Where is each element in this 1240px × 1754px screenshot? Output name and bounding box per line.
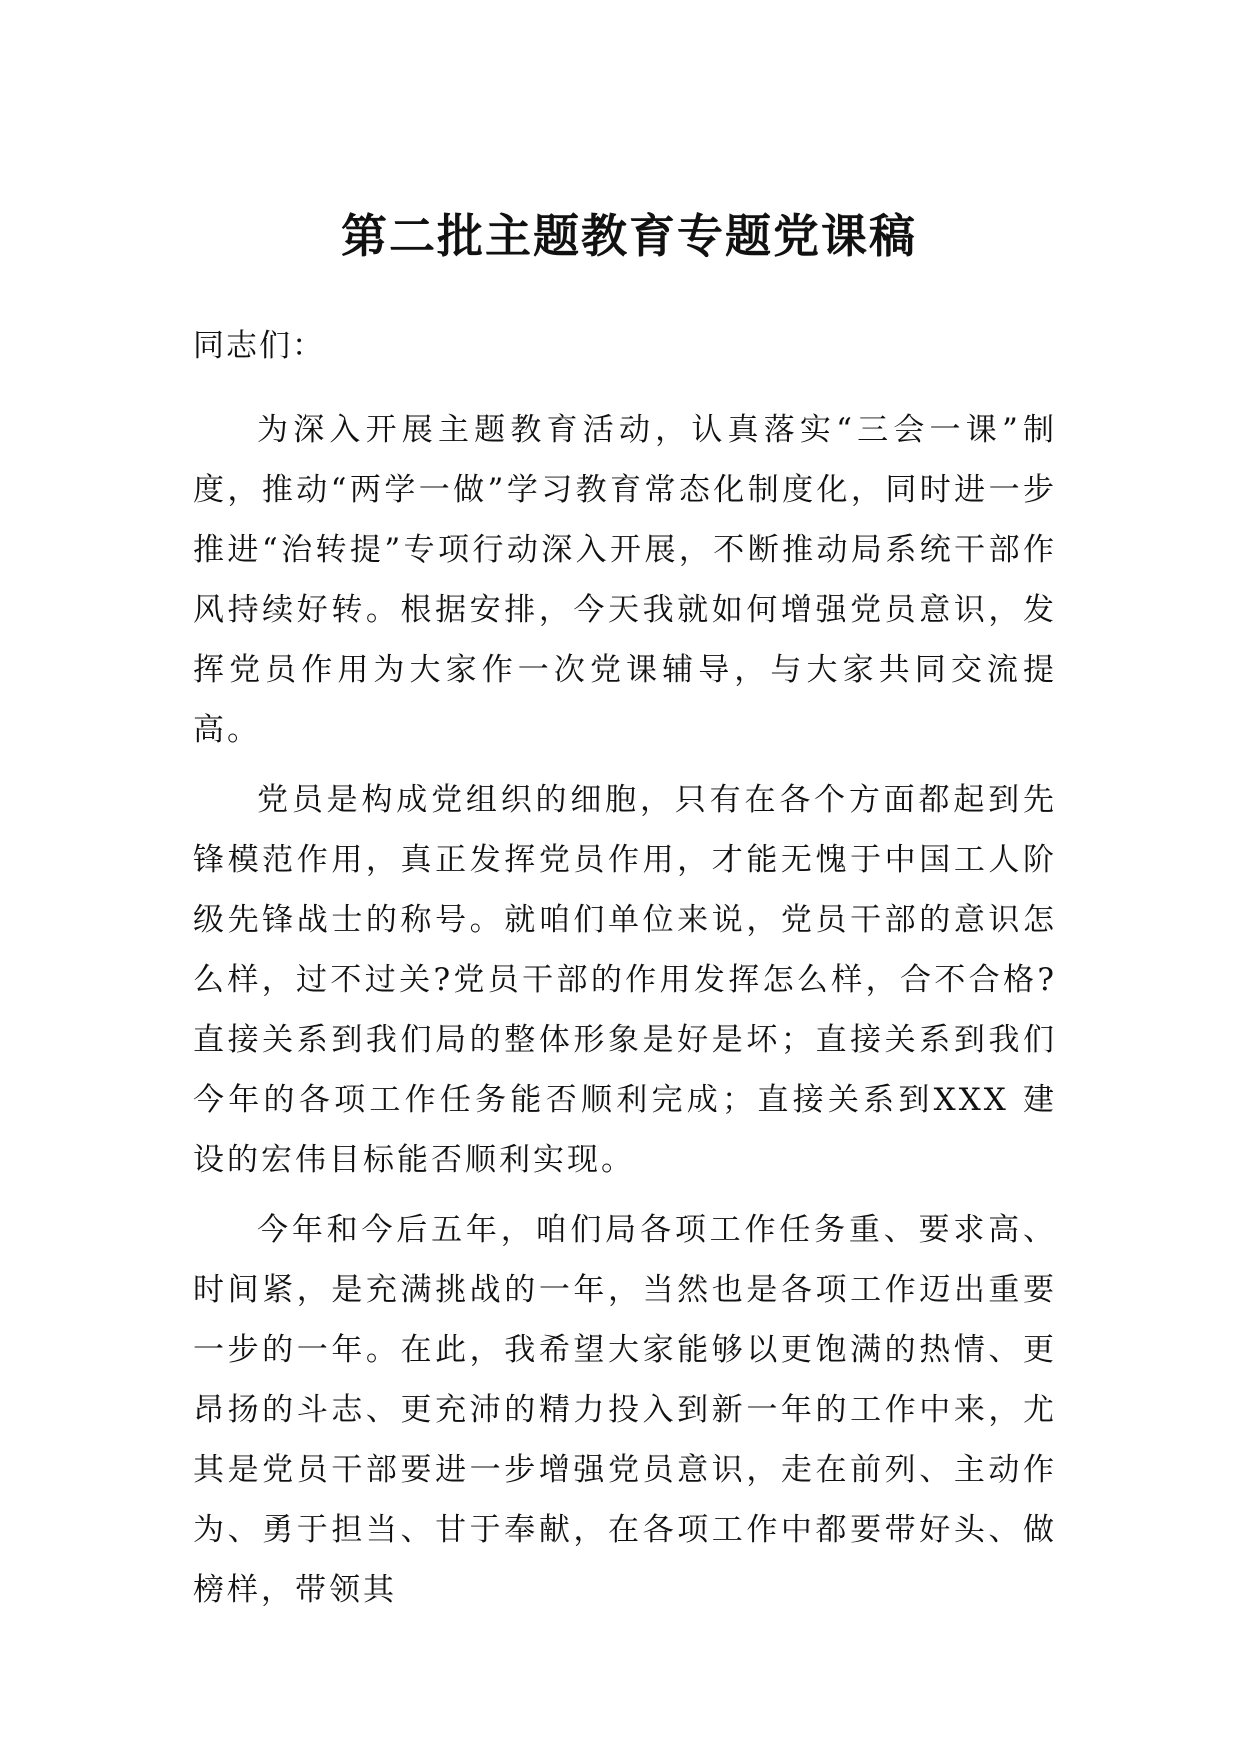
- document-body: [193, 318, 1057, 1630]
- paragraph-3: 今年和今后五年，咱们局各项工作任务重、要求高、时间紧，是充满挑战的一年，当然也是各项工作迈出重要一步的一年。在此，我希望大家能够以更饱满的热情、更昂扬的斗志、更充沛的精力投入到新一年的工作中来，尤其是党员干部要进一步增强党员意识，走在前列、主动作为、勇于担当、甘于奉献，在各项工作中都要带好头、做榜样，带领其: [193, 1212, 1057, 1608]
- salutation: 同志们：: [193, 328, 325, 364]
- paragraph-2: 党员是构成党组织的细胞，只有在各个方面都起到先锋模范作用，真正发挥党员作用，才能无愧于中国工人阶级先锋战士的称号。就咱们单位来说，党员干部的意识怎么样，过不过关?党员干部的作用发挥怎么样，合不合格?直接关系到我们局的整体形象是好是坏；直接关系到我们今年的各项工作任务能否顺利完成；直接关系到XXX 建设的宏伟目标能否顺利实现。: [193, 782, 1057, 1178]
- document-title: 第二批主题教育专题党课稿: [341, 209, 917, 263]
- paragraph-1: 为深入开展主题教育活动，认真落实“三会一课”制度，推动“两学一做”学习教育常态化制度化，同时进一步推进“治转提”专项行动深入开展，不断推动局系统干部作风持续好转。根据安排，今天我就如何增强党员意识，发挥党员作用为大家作一次党课辅导，与大家共同交流提高。: [193, 412, 1057, 748]
